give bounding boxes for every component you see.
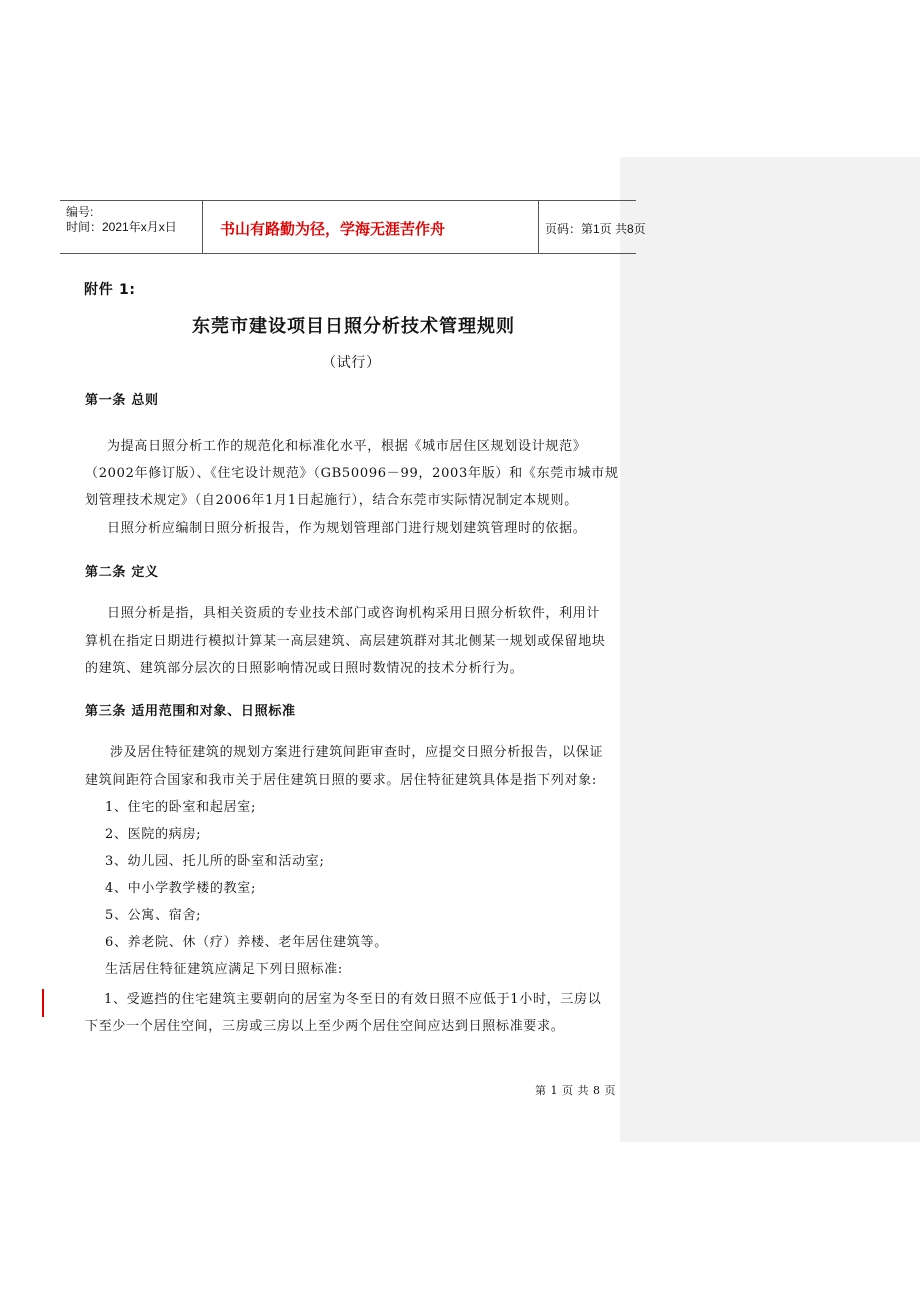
comment-pane (620, 157, 920, 1142)
page-footer: 第 1 页 共 8 页 (535, 1084, 616, 1097)
list-item: 2、医院的病房; (105, 827, 202, 842)
paragraph-line: （2002年修订版）、《住宅设计规范》（GB50096－99，2003年版）和《东莞市城市规 (85, 466, 619, 481)
paragraph-line: 的建筑、建筑部分层次的日照影响情况或日照时数情况的技术分析行为。 (85, 661, 524, 676)
paragraph-line: 划管理技术规定》（自2006年1月1日起施行），结合东莞市实际情况制定本规则。 (85, 493, 578, 508)
paragraph-line: 算机在指定日期进行模拟计算某一高层建筑、高层建筑群对其北侧某一规划或保留地块 (85, 634, 606, 649)
header-right-cell (539, 201, 646, 253)
paragraph-line: 涉及居住特征建筑的规划方案进行建筑间距审查时，应提交日照分析报告，以保证 (110, 745, 604, 760)
attachment-label: 附件 1: (84, 282, 136, 298)
paragraph-line: 为提高日照分析工作的规范化和标准化水平，根据《城市居住区规划设计规范》 (107, 439, 587, 454)
number-label: 编号: (66, 205, 94, 219)
motto-text: 书山有路勤为径，学海无涯苦作舟 (220, 220, 446, 238)
time-label: 时间：2021年x月x日 (66, 220, 177, 234)
section-3-heading: 第三条 适用范围和对象、日照标准 (85, 704, 296, 719)
list-item: 1、住宅的卧室和起居室; (105, 800, 257, 815)
list-item: 6、养老院、休（疗）养楼、老年居住建筑等。 (105, 935, 388, 950)
paragraph-line: 生活居住特征建筑应满足下列日照标准: (105, 962, 343, 977)
paragraph-line: 1、受遮挡的住宅建筑主要朝向的居室为冬至日的有效日照不应低于1小时，三房以 (104, 992, 602, 1007)
header-motto-cell (202, 201, 539, 253)
list-item: 5、公寓、宿舍; (105, 908, 202, 923)
section-1-heading: 第一条 总则 (85, 393, 159, 408)
list-item: 4、中小学教学楼的教室; (105, 881, 257, 896)
document-subtitle: （试行） (322, 355, 381, 371)
page-header-table (60, 200, 646, 254)
paragraph-line: 日照分析是指，具相关资质的专业技术部门或咨询机构采用日照分析软件，利用计 (107, 606, 601, 621)
paragraph-line: 下至少一个居住空间，三房或三房以上至少两个居住空间应达到日照标准要求。 (85, 1019, 565, 1034)
header-left-cell (60, 201, 203, 253)
change-marker (42, 989, 44, 1017)
list-item: 3、幼儿园、托儿所的卧室和活动室; (105, 854, 325, 869)
page-code: 页码：第1页 共8页 (545, 222, 646, 236)
document-title: 东莞市建设项目日照分析技术管理规则 (192, 316, 515, 337)
paragraph-line: 建筑间距符合国家和我市关于居住建筑日照的要求。居住特征建筑具体是指下列对象: (85, 773, 597, 788)
paragraph-line: 日照分析应编制日照分析报告，作为规划管理部门进行规划建筑管理时的依据。 (107, 521, 587, 536)
section-2-heading: 第二条 定义 (85, 565, 159, 580)
